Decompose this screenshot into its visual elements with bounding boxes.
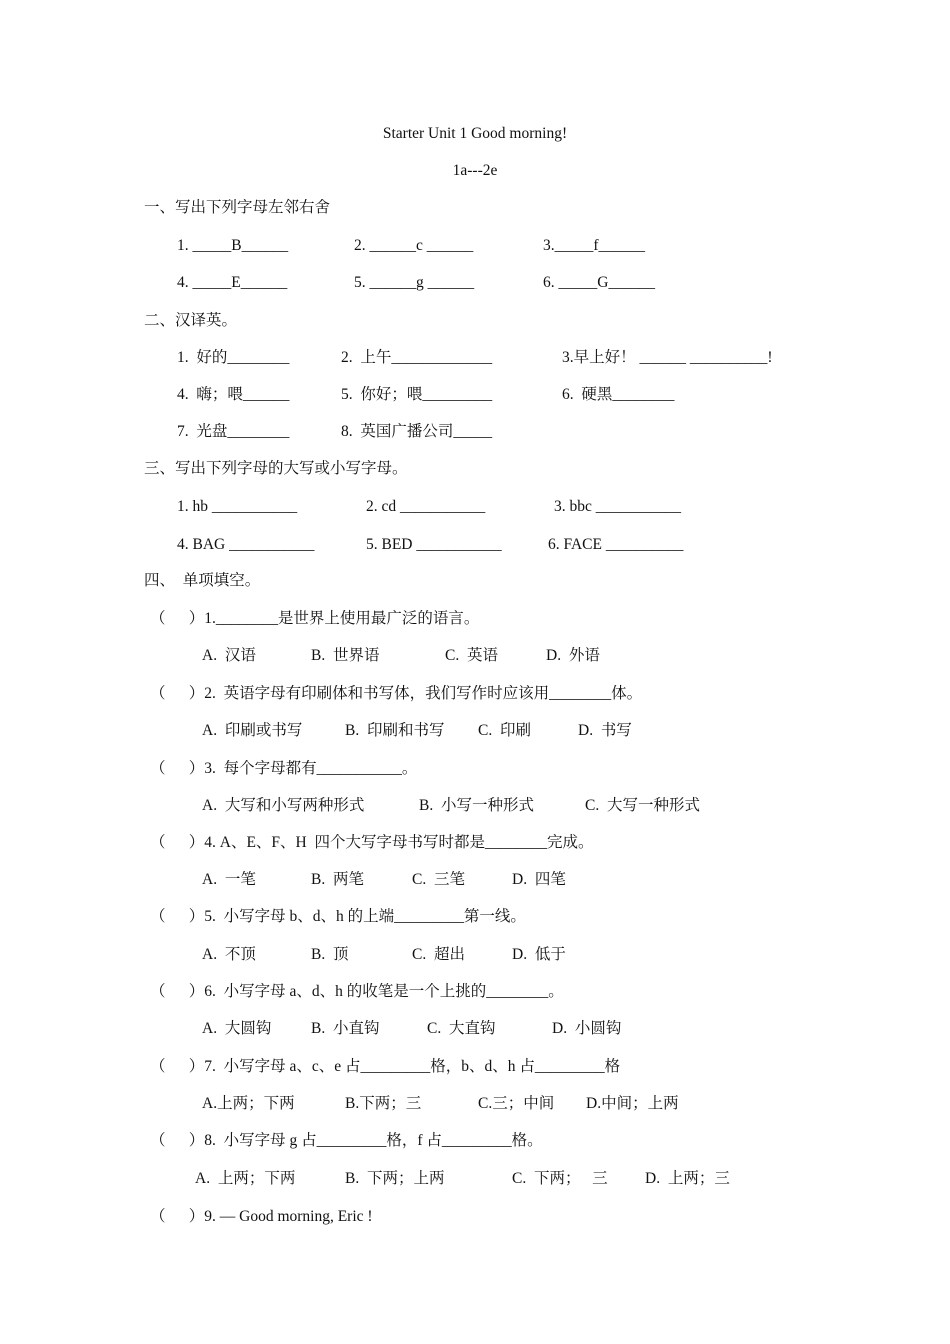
question-option: B. 两笔 [311, 871, 364, 888]
s3-item: 4. BAG ___________ [177, 536, 315, 553]
question-stem: （ ）7. 小写字母 a、c、e 占_________格，b、d、h 占_________格 [150, 1058, 621, 1075]
question-option: A. 汉语 [202, 647, 256, 664]
question-option: B. 世界语 [311, 647, 380, 664]
question-option: C. 英语 [445, 647, 498, 664]
question-option: D. 小圆钩 [552, 1020, 622, 1037]
question-option: A. 大圆钩 [202, 1020, 272, 1037]
question-option: B.下两；三 [345, 1095, 422, 1112]
s3-item: 1. hb ___________ [177, 498, 298, 515]
question-option: B. 印刷和书写 [345, 722, 445, 739]
s3-item: 5. BED ___________ [366, 536, 502, 553]
question-option: C.三；中间 [478, 1095, 555, 1112]
question-option: D. 书写 [578, 722, 632, 739]
s2-item: 7. 光盘________ [177, 423, 290, 440]
s2-item: 1. 好的________ [177, 349, 290, 366]
s2-item: 2. 上午_____________ [341, 349, 493, 366]
s2-item: 4. 嗨；喂______ [177, 386, 290, 403]
question-option: A. 一笔 [202, 871, 256, 888]
question-option: D. 四笔 [512, 871, 566, 888]
s3-item: 2. cd ___________ [366, 498, 486, 515]
question-stem: （ ）4. A、E、F、H 四个大写字母书写时都是________完成。 [150, 834, 594, 851]
question-option: C. 三笔 [412, 871, 465, 888]
question-stem: （ ）9. — Good morning, Eric ! [150, 1208, 373, 1225]
section-2-heading: 二、汉译英。 [144, 312, 238, 329]
question-option: B. 小直钩 [311, 1020, 380, 1037]
s2-item: 3.早上好！ ______ __________! [562, 349, 773, 366]
s2-item: 8. 英国广播公司_____ [341, 423, 493, 440]
question-option: D. 上两；三 [645, 1170, 730, 1187]
question-stem: （ ）1.________是世界上使用最广泛的语言。 [150, 610, 480, 627]
question-option: C. 大写一种形式 [585, 797, 700, 814]
question-option: C. 印刷 [478, 722, 531, 739]
s3-item: 3. bbc ___________ [554, 498, 682, 515]
s2-item: 5. 你好；喂_________ [341, 386, 493, 403]
s1-item: 4. _____E______ [177, 274, 288, 291]
question-option: A. 大写和小写两种形式 [202, 797, 365, 814]
question-stem: （ ）2. 英语字母有印刷体和书写体，我们写作时应该用________体。 [150, 685, 643, 702]
s1-item: 6. _____G______ [543, 274, 655, 291]
question-option: C. 超出 [412, 946, 465, 963]
s1-item: 1. _____B______ [177, 237, 289, 254]
question-option: D.中间；上两 [586, 1095, 679, 1112]
question-option: B. 小写一种形式 [419, 797, 534, 814]
question-stem: （ ）8. 小写字母 g 占_________格，f 占_________格。 [150, 1132, 543, 1149]
s1-item: 2. ______c ______ [354, 237, 474, 254]
question-option: C. 大直钩 [427, 1020, 496, 1037]
s3-item: 6. FACE __________ [548, 536, 684, 553]
section-4-heading: 四、 单项填空。 [144, 572, 261, 589]
page-subtitle: 1a---2e [452, 162, 498, 179]
question-option: C. 下两； 三 [512, 1170, 608, 1187]
s1-item: 5. ______g ______ [354, 274, 475, 291]
question-stem: （ ）3. 每个字母都有___________。 [150, 760, 418, 777]
section-3-heading: 三、写出下列字母的大写或小写字母。 [144, 460, 408, 477]
question-option: A. 印刷或书写 [202, 722, 303, 739]
question-option: A. 不顶 [202, 946, 256, 963]
s1-item: 3._____f______ [543, 237, 646, 254]
question-option: D. 低于 [512, 946, 566, 963]
question-option: D. 外语 [546, 647, 600, 664]
question-option: A. 上两；下两 [195, 1170, 296, 1187]
section-1-heading: 一、写出下列字母左邻右舍 [144, 199, 331, 216]
question-option: B. 顶 [311, 946, 349, 963]
s2-item: 6. 硬黑________ [562, 386, 675, 403]
page-title: Starter Unit 1 Good morning! [382, 125, 568, 142]
question-option: A.上两；下两 [202, 1095, 295, 1112]
question-option: B. 下两；上两 [345, 1170, 445, 1187]
question-stem: （ ）6. 小写字母 a、d、h 的收笔是一个上挑的________。 [150, 983, 564, 1000]
question-stem: （ ）5. 小写字母 b、d、h 的上端_________第一线。 [150, 908, 526, 925]
